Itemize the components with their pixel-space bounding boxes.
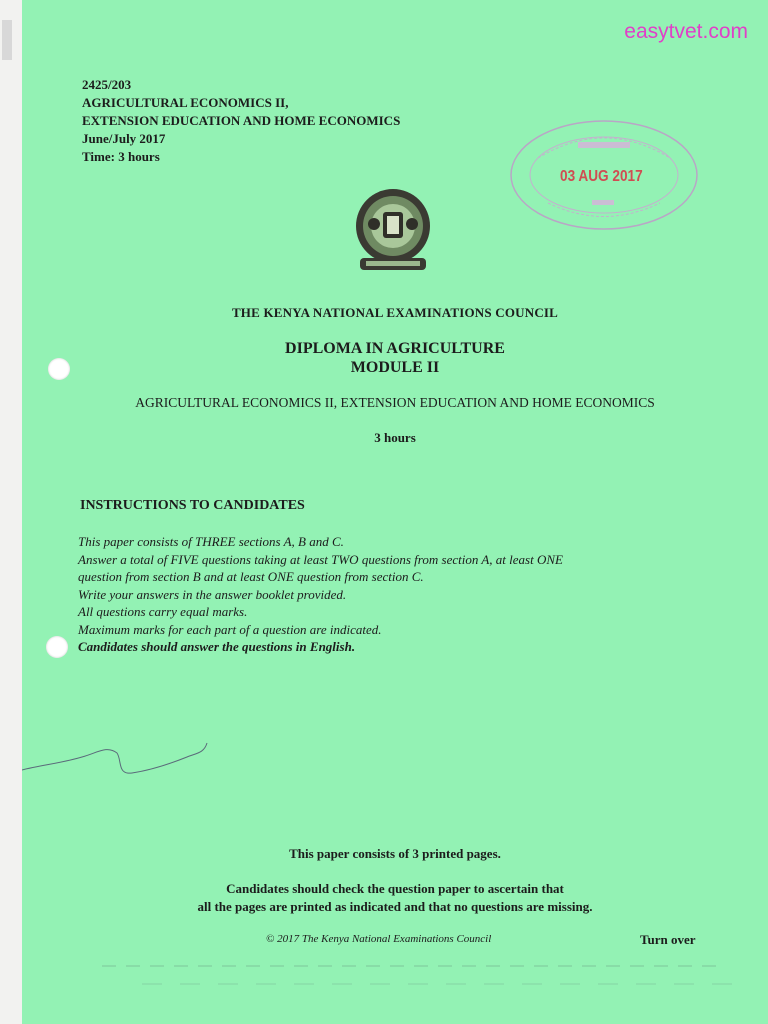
punch-hole: [48, 358, 70, 380]
instructions-title: INSTRUCTIONS TO CANDIDATES: [80, 498, 305, 513]
printed-pages-note: This paper consists of 3 printed pages.: [289, 846, 501, 861]
check-pages-line-1: Candidates should check the question paper to ascertain that: [226, 881, 564, 896]
coat-of-arms-emblem: [350, 186, 436, 278]
instruction-item: This paper consists of THREE sections A, B and C.: [78, 534, 344, 549]
paper-title-line-2: EXTENSION EDUCATION AND HOME ECONOMICS: [82, 113, 401, 128]
check-pages-note: [22, 880, 768, 916]
instruction-item: question from section B and at least ONE question from section C.: [78, 569, 424, 584]
exam-time: Time: 3 hours: [82, 149, 160, 164]
scan-left-edge: [0, 0, 22, 1024]
instructions-list: [78, 533, 563, 656]
instruction-item: Answer a total of FIVE questions taking at least TWO questions from section A, at least ONE: [78, 551, 563, 567]
turn-over-label: Turn over: [640, 932, 696, 947]
paper-title-line-1: AGRICULTURAL ECONOMICS II,: [82, 95, 289, 110]
punch-hole: [46, 636, 68, 658]
diploma-title: [22, 339, 768, 377]
instruction-item: All questions carry equal marks.: [78, 604, 248, 619]
paper-header: [82, 76, 400, 166]
council-name: THE KENYA NATIONAL EXAMINATIONS COUNCIL: [231, 305, 559, 320]
stamp-date: 03 AUG 2017: [560, 168, 643, 185]
pen-scribble: [22, 735, 222, 785]
diploma-line-2: MODULE II: [350, 359, 440, 376]
paper-code: 2425/203: [82, 77, 132, 92]
instruction-item: Write your answers in the answer booklet provided.: [78, 586, 347, 602]
exam-session: June/July 2017: [82, 131, 166, 146]
instruction-item: Maximum marks for each part of a question are indicated.: [78, 621, 382, 637]
check-pages-line-2: all the pages are printed as indicated and that no questions are missing.: [197, 899, 593, 914]
subject-title: AGRICULTURAL ECONOMICS II, EXTENSION EDUCATION AND HOME ECONOMICS: [135, 395, 655, 410]
scan-artifacts: [22, 960, 768, 1024]
copyright-notice: © 2017 The Kenya National Examinations Council: [266, 933, 492, 945]
watermark: easytvet.com: [624, 20, 748, 43]
diploma-line-1: DIPLOMA IN AGRICULTURE: [285, 340, 505, 357]
exam-duration: 3 hours: [374, 430, 416, 445]
instruction-item: Candidates should answer the questions in English.: [78, 639, 356, 654]
